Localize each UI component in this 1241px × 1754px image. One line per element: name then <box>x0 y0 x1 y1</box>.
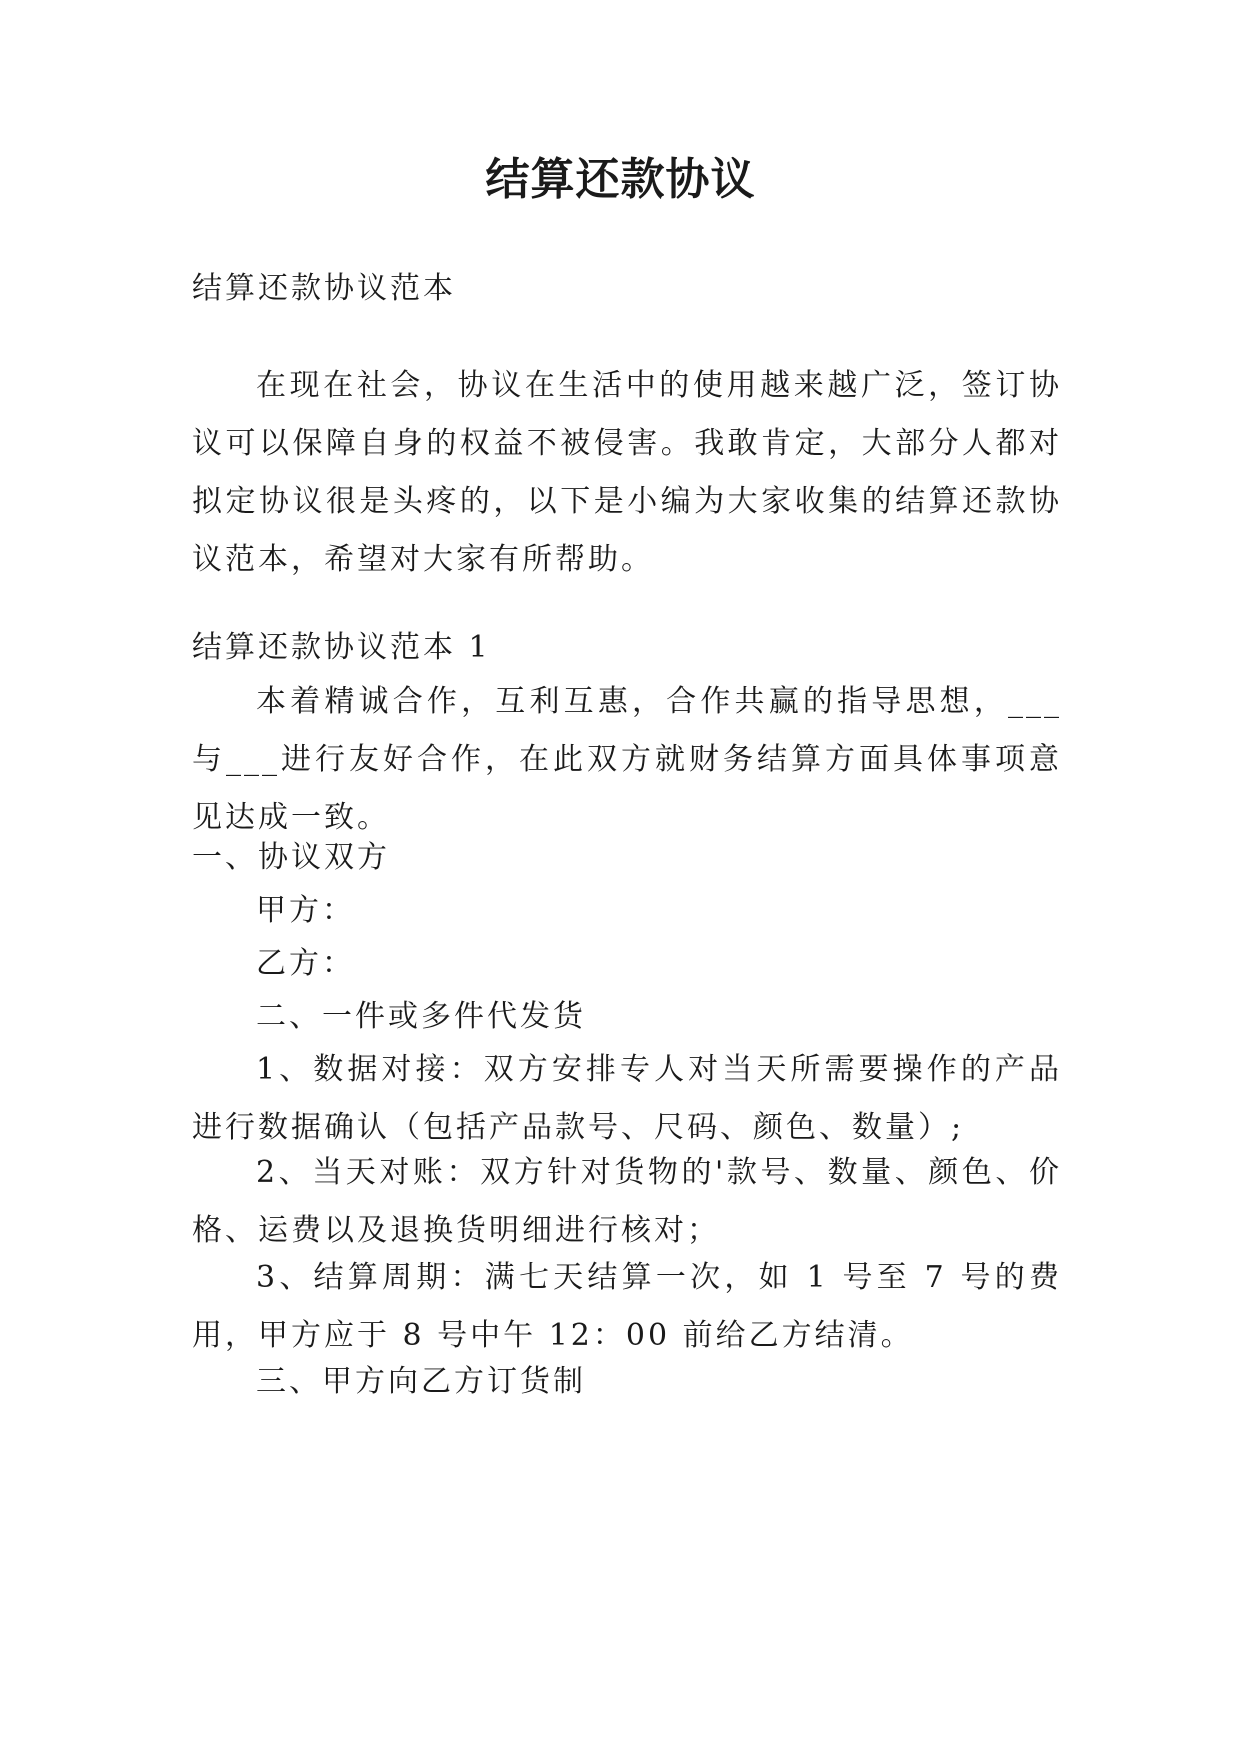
party-b-label: 乙方： <box>256 946 355 981</box>
clause3-heading: 三、甲方向乙方订货制 <box>256 1364 586 1399</box>
party-a-label: 甲方： <box>256 893 355 928</box>
document-title: 结算还款协议 <box>485 154 756 205</box>
document-subtitle: 结算还款协议范本 <box>192 271 456 306</box>
clause2-item1: 1、数据对接：双方安排专人对当天所需要操作的产品进行数据确认（包括产品款号、尺码、颜色、数量）; <box>192 1052 1062 1145</box>
clause2-item2: 2、当天对账：双方针对货物的'款号、数量、颜色、价格、运费以及退换货明细进行核对； <box>192 1155 1062 1248</box>
clause2-item3: 3、结算周期：满七天结算一次，如 1 号至 7 号的费用，甲方应于 8 号中午 12：00 前给乙方结清。 <box>192 1260 1062 1353</box>
section1-heading: 结算还款协议范本 1 <box>192 630 491 665</box>
intro-paragraph: 在现在社会，协议在生活中的使用越来越广泛，签订协议可以保障自身的权益不被侵害。我敢肯定，大部分人都对拟定协议很是头疼的，以下是小编为大家收集的结算还款协议范本，希望对大家有所帮助。 <box>192 368 1062 577</box>
clause2-heading: 二、一件或多件代发货 <box>256 999 586 1034</box>
clause1-heading: 一、协议双方 <box>192 840 390 875</box>
section1-paragraph: 本着精诚合作，互利互惠，合作共赢的指导思想，___与___进行友好合作，在此双方就财务结算方面具体事项意见达成一致。 <box>192 684 1062 835</box>
